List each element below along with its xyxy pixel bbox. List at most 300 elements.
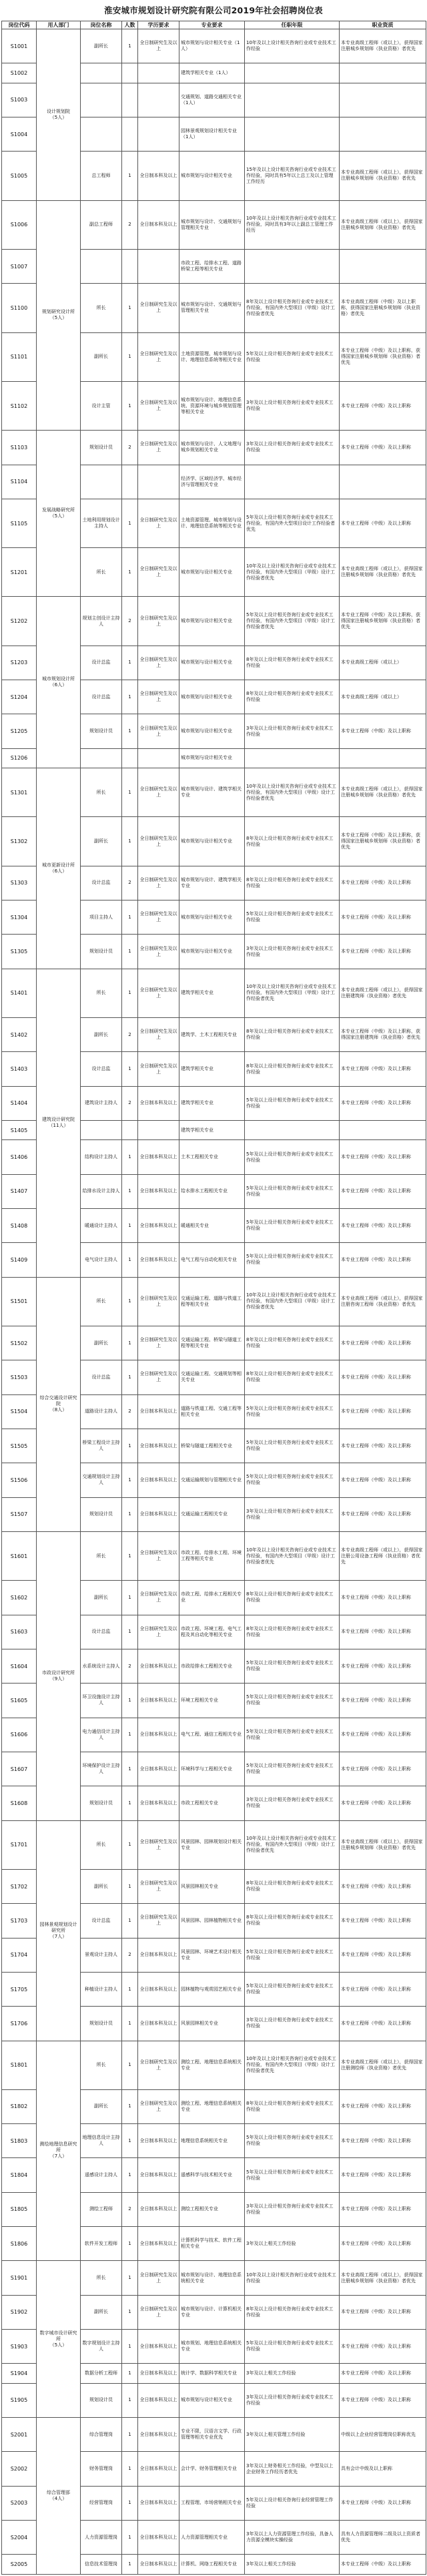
post-code-cell: S1301 [2, 768, 37, 817]
headcount-cell: 1 [122, 680, 138, 714]
experience-cell: 10年及以上设计相关咨询行业或专业技术工作经验，有国内外大型项目（甲级）设计工作经验者优先 [245, 768, 340, 817]
education-cell: 全日制研究生及以上 [138, 284, 179, 332]
job-title-cell: 所长 [81, 2261, 122, 2295]
qualification-cell: 本专业工程师（中级）及以上职称 [340, 1243, 426, 1277]
education-cell: 全日制本科及以上 [138, 2383, 179, 2417]
headcount-cell [122, 465, 138, 499]
experience-cell: 5年及以上设计相关咨询行业或专业技术工作经验，有国内外大型项目设计工作经验者优先 [245, 499, 340, 547]
major-cell: 地理信息系统相关专业 [179, 2124, 245, 2158]
post-code-cell: S1801 [2, 2041, 37, 2089]
post-code-cell: S2004 [2, 2521, 37, 2555]
education-cell: 全日制本科及以上 [138, 1649, 179, 1683]
post-code-cell: S2002 [2, 2452, 37, 2486]
department-cell: 综合管理部 （4人） [37, 2418, 81, 2575]
qualification-cell: 本专业高级工程师（或以上），获得国家注册城乡规划师（执业资格）者优先 [340, 768, 426, 817]
major-cell: 城市规划与设计相关专业 [179, 714, 245, 748]
post-code-cell: S1802 [2, 2089, 37, 2123]
qualification-cell: 本专业工程师（中级）及以上职称 [340, 1684, 426, 1718]
headcount-cell: 1 [122, 1820, 138, 1869]
experience-cell: 5年及以上设计相关咨询行业或专业技术工作经验，有国内外大型项目（甲级）设计工作经验者优先 [245, 597, 340, 646]
qualification-cell: 本专业工程师（中级）及以上职称 [340, 2383, 426, 2417]
experience-cell: 8年及以上设计相关咨询行业或专业技术工作经验 [245, 1904, 340, 1938]
headcount-cell: 1 [122, 935, 138, 969]
education-cell [138, 465, 179, 499]
headcount-cell: 1 [122, 2295, 138, 2329]
job-title-cell: 人力资源管理岗 [81, 2521, 122, 2555]
qualification-cell: 本专业高级工程师（或以上），获得国家注册城乡规划师（执业资格）者优先 [340, 29, 426, 63]
major-cell: 风景园林、环境艺术设计相关专业 [179, 1938, 245, 1972]
experience-cell [245, 249, 340, 283]
post-code-cell: S1205 [2, 714, 37, 748]
education-cell: 全日制研究生及以上 [138, 714, 179, 748]
department-cell: 市政设计研究所 （9人） [37, 1531, 81, 1820]
post-code-cell: S1504 [2, 1394, 37, 1429]
post-code-cell: S1706 [2, 2007, 37, 2041]
qualification-cell: 本专业工程师（中级）及以上职称 [340, 2295, 426, 2329]
experience-cell: 5年及以上设计相关咨询行业或专业技术工作经验 [245, 900, 340, 935]
qualification-cell: 本专业工程师（中级）及以上职称 [340, 1326, 426, 1360]
experience-cell: 10年及以上设计相关咨询行业或专业技术工作经验，有国内外大型项目（甲级）设计工作经验者优先 [245, 1820, 340, 1869]
qualification-cell: 本专业工程师（中级）及以上职称 [340, 1649, 426, 1683]
headcount-cell: 1 [122, 2452, 138, 2486]
job-title-cell: 电气设计主持人 [81, 1243, 122, 1277]
major-cell: 专业不限，汉语言文学、行政管理等相关专业优先 [179, 2418, 245, 2452]
post-code-cell: S1204 [2, 680, 37, 714]
post-code-cell: S1003 [2, 83, 37, 117]
post-code-cell: S1007 [2, 249, 37, 283]
experience-cell: 8年及以上设计相关咨询行业或专业技术工作经验 [245, 1869, 340, 1903]
job-title-cell [81, 117, 122, 151]
post-code-cell: S1607 [2, 1752, 37, 1786]
experience-cell: 3年及以上设计相关咨询行业或专业技术工作经验 [245, 714, 340, 748]
job-title-cell: 电力通信设计主持人 [81, 1718, 122, 1752]
headcount-cell: 1 [122, 2383, 138, 2417]
qualification-cell [340, 249, 426, 283]
education-cell: 全日制研究生及以上 [138, 1326, 179, 1360]
experience-cell: 3年及以上相关工作经验 [245, 2227, 340, 2261]
experience-cell: 3年及以上设计相关咨询行业或专业技术工作经验 [245, 2192, 340, 2226]
major-cell: 交通运输工程、道路与铁道工程等相关专业 [179, 1277, 245, 1326]
experience-cell [245, 1121, 340, 1140]
post-code-cell: S1501 [2, 1277, 37, 1326]
experience-cell: 5年及以上设计相关咨询行业经营管理工作经验 [245, 2486, 340, 2520]
qualification-cell: 本专业工程师（中级）及以上职称，获得国家注册城乡规划师（执业资格）者优先 [340, 817, 426, 866]
post-code-cell: S2005 [2, 2555, 37, 2575]
qualification-cell [340, 1121, 426, 1140]
job-title-cell: 建筑设计主持人 [81, 1086, 122, 1120]
education-cell: 全日制本科及以上 [138, 1086, 179, 1120]
qualification-cell: 本专业工程师（中级）及以上职称 [340, 1972, 426, 2006]
post-code-cell: S1202 [2, 597, 37, 646]
major-cell: 计算机科学与技术、软件工程相关专业 [179, 2227, 245, 2261]
major-cell: 城市规划与设计、建筑学相关专业 [179, 866, 245, 900]
qualification-cell: 本专业工程师（中级）及以上职称 [340, 1869, 426, 1903]
experience-cell: 3年及以上设计相关咨询行业或专业技术工作经验 [245, 1786, 340, 1820]
job-title-cell: 暖通设计主持人 [81, 1209, 122, 1243]
post-code-cell: S1302 [2, 817, 37, 866]
experience-cell: 10年及以上设计相关咨询行业或专业技术工作经验，有国内外大型项目（甲级）设计工作经验者优先 [245, 548, 340, 597]
qualification-cell: 本专业高级工程师（或以上） [340, 646, 426, 680]
experience-cell: 5年及以上设计相关咨询行业或专业技术工作经验 [245, 332, 340, 381]
qualification-cell: 本专业工程师（中级）及以上职称 [340, 381, 426, 430]
post-code-cell: S2001 [2, 2418, 37, 2452]
post-code-cell: S1206 [2, 748, 37, 768]
experience-cell: 5年及以上设计相关咨询行业或专业技术工作经验 [245, 1140, 340, 1174]
major-cell: 计算机、网络工程相关专业 [179, 2555, 245, 2575]
post-code-cell: S1506 [2, 1463, 37, 1497]
job-title-cell: 测绘工程师 [81, 2192, 122, 2226]
experience-cell: 5年及以上设计相关咨询行业或专业技术工作经验 [245, 1752, 340, 1786]
qualification-cell: 本专业工程师（中级）及以上职称 [340, 1752, 426, 1786]
education-cell: 全日制研究生及以上 [138, 2089, 179, 2123]
post-code-cell: S1409 [2, 1243, 37, 1277]
headcount-cell: 1 [122, 1463, 138, 1497]
job-title-cell: 副所长 [81, 29, 122, 63]
experience-cell: 8年及以上设计相关咨询行业或专业技术工作经验 [245, 646, 340, 680]
major-cell: 市政工程、给排水工程、环境工程等相关专业 [179, 1531, 245, 1580]
post-code-cell: S1407 [2, 1174, 37, 1208]
qualification-cell: 本专业高级工程师（或以上），获得国家注册建筑师（执业资格）者优先 [340, 969, 426, 1017]
headcount-cell: 1 [122, 2418, 138, 2452]
job-title-cell: 所长 [81, 1820, 122, 1869]
experience-cell: 5年及以上设计相关咨询行业或专业技术工作经验 [245, 1209, 340, 1243]
post-code-cell: S1404 [2, 1086, 37, 1120]
major-cell: 城市规划与设计相关专业 [179, 680, 245, 714]
major-cell: 交通运输工程、交通规划等相关专业 [179, 1360, 245, 1394]
experience-cell: 5年及以上设计相关咨询行业或专业技术工作经验 [245, 1938, 340, 1972]
experience-cell: 8年及以上设计相关咨询行业或专业技术工作经验 [245, 1615, 340, 1649]
job-title-cell: 规划设计员 [81, 2383, 122, 2417]
qualification-cell [340, 117, 426, 151]
job-title-cell [81, 1121, 122, 1140]
experience-cell: 8年及以上设计相关咨询行业或专业技术工作经验 [245, 2295, 340, 2329]
table-row [2, 2041, 426, 2089]
job-title-cell: 景观设计主持人 [81, 1938, 122, 1972]
headcount-cell: 1 [122, 1243, 138, 1277]
job-title-cell: 设计总监 [81, 680, 122, 714]
qualification-cell: 具有会计中级及以上职称 [340, 2452, 426, 2486]
job-title-cell: 设计总监 [81, 646, 122, 680]
education-cell: 全日制研究生及以上 [138, 1018, 179, 1052]
recruitment-table [1, 21, 426, 2575]
qualification-cell: 本专业工程师（中级）及以上职称 [340, 2227, 426, 2261]
major-cell: 建筑学、土木工程相关专业 [179, 1018, 245, 1052]
post-code-cell: S1304 [2, 900, 37, 935]
table-row [2, 969, 426, 1017]
major-cell: 城市规划与设计、交通规划与管理相关专业 [179, 284, 245, 332]
major-cell: 土木工程相关专业 [179, 1140, 245, 1174]
qualification-cell: 本专业工程师（中级）及以上职称 [340, 1052, 426, 1086]
header-job: 岗位名称 [81, 21, 122, 29]
qualification-cell: 本专业工程师（中级）及以上职称 [340, 2158, 426, 2192]
education-cell: 全日制本科及以上 [138, 1938, 179, 1972]
table-row [2, 29, 426, 63]
headcount-cell: 1 [122, 1052, 138, 1086]
experience-cell: 10年及以上设计相关咨询行业或专业技术工作经验，有国内外大型项目（甲级）设计工作经验者优先 [245, 1531, 340, 1580]
post-code-cell: S1905 [2, 2383, 37, 2417]
job-title-cell: 种植设计主持人 [81, 1972, 122, 2006]
qualification-cell: 本专业工程师（中级）及以上职称 [340, 1615, 426, 1649]
education-cell: 全日制研究生及以上 [138, 2261, 179, 2295]
major-cell: 经济学、区域经济学、城市经济与管理相关专业 [179, 465, 245, 499]
job-title-cell: 规划设计员 [81, 935, 122, 969]
post-code-cell: S1201 [2, 548, 37, 597]
headcount-cell: 1 [122, 768, 138, 817]
qualification-cell: 本专业工程师（中级）及以上职称 [340, 900, 426, 935]
major-cell: 测绘工程、地理信息系统相关专业 [179, 2089, 245, 2123]
experience-cell [245, 748, 340, 768]
job-title-cell: 数据分析工程师 [81, 2364, 122, 2383]
qualification-cell: 本专业工程师（中级）及以上职称 [340, 866, 426, 900]
education-cell: 全日制研究生及以上 [138, 597, 179, 646]
job-title-cell: 环卫设施设计主持人 [81, 1684, 122, 1718]
headcount-cell: 1 [122, 2007, 138, 2041]
headcount-cell: 1 [122, 2521, 138, 2555]
experience-cell: 8年及以上设计相关咨询行业或专业技术工作经验 [245, 817, 340, 866]
education-cell: 全日制研究生及以上 [138, 1869, 179, 1903]
department-cell: 建筑设计研究院 （11人） [37, 969, 81, 1277]
job-title-cell: 副所长 [81, 2295, 122, 2329]
headcount-cell: 2 [122, 597, 138, 646]
headcount-cell: 2 [122, 2192, 138, 2226]
headcount-cell: 1 [122, 714, 138, 748]
experience-cell: 5年及以上设计相关咨询行业或专业技术工作经验 [245, 1243, 340, 1277]
education-cell: 全日制本科及以上 [138, 2192, 179, 2226]
education-cell: 全日制研究生及以上 [138, 381, 179, 430]
job-title-cell [81, 83, 122, 117]
job-title-cell: 副所长 [81, 1581, 122, 1615]
headcount-cell: 1 [122, 29, 138, 63]
experience-cell: 8年及以上设计相关咨询行业或专业技术工作经验 [245, 866, 340, 900]
job-title-cell: 所长 [81, 1277, 122, 1326]
job-title-cell: 副所长 [81, 2089, 122, 2123]
job-title-cell: 所长 [81, 768, 122, 817]
education-cell: 全日制本科及以上 [138, 2364, 179, 2383]
education-cell: 全日制研究生及以上 [138, 1277, 179, 1326]
qualification-cell: 本专业工程师（中级）及以上职称 [340, 1209, 426, 1243]
post-code-cell: S1702 [2, 1869, 37, 1903]
major-cell: 园林植物与观赏园艺相关专业 [179, 1972, 245, 2006]
table-row [2, 1820, 426, 1869]
post-code-cell: S1104 [2, 465, 37, 499]
post-code-cell: S1405 [2, 1121, 37, 1140]
experience-cell: 3年及以上相关工作经验 [245, 2364, 340, 2383]
headcount-cell: 2 [122, 1938, 138, 1972]
education-cell: 全日制本科及以上 [138, 152, 179, 200]
header-count: 人数 [122, 21, 138, 29]
headcount-cell: 2 [122, 1649, 138, 1683]
major-cell: 建筑学相关专业 [179, 1121, 245, 1140]
post-code-cell: S1705 [2, 1972, 37, 2006]
department-cell: 发展战略研究所 （5人） [37, 431, 81, 597]
headcount-cell: 1 [122, 969, 138, 1017]
qualification-cell: 本专业工程师（中级）及以上职称 [340, 1581, 426, 1615]
education-cell: 全日制本科及以上 [138, 1786, 179, 1820]
job-title-cell: 副所长 [81, 1326, 122, 1360]
qualification-cell [340, 83, 426, 117]
experience-cell: 8年及以上设计相关咨询行业或专业技术工作经验 [245, 1326, 340, 1360]
experience-cell: 5年及以上设计相关咨询行业或专业技术工作经验 [245, 1649, 340, 1683]
job-title-cell [81, 748, 122, 768]
qualification-cell: 具有人力资源管理师二级及以上资质者优先 [340, 2521, 426, 2555]
job-title-cell: 桥梁工程设计主持人 [81, 1429, 122, 1463]
header-major: 专业要求 [179, 21, 245, 29]
post-code-cell: S1902 [2, 2295, 37, 2329]
table-row [2, 597, 426, 646]
table-row [2, 431, 426, 465]
headcount-cell: 1 [122, 332, 138, 381]
headcount-cell [122, 117, 138, 151]
job-title-cell: 所长 [81, 969, 122, 1017]
post-code-cell: S1608 [2, 1786, 37, 1820]
qualification-cell: 本专业工程师（中级）及以上职称 [340, 2486, 426, 2520]
education-cell: 全日制本科及以上 [138, 1684, 179, 1718]
education-cell: 全日制本科及以上 [138, 1209, 179, 1243]
headcount-cell [122, 63, 138, 83]
headcount-cell: 2 [122, 1018, 138, 1052]
qualification-cell: 本专业工程师（中级）及以上职称 [340, 2555, 426, 2575]
post-code-cell: S2003 [2, 2486, 37, 2520]
major-cell: 市政工程、给排水工程、道路桥梁工程等相关专业 [179, 249, 245, 283]
experience-cell: 5年及以上设计相关咨询行业或专业技术工作经验 [245, 1086, 340, 1120]
qualification-cell: 本专业高级工程师（或以上） [340, 680, 426, 714]
education-cell: 全日制研究生及以上 [138, 680, 179, 714]
post-code-cell: S1701 [2, 1820, 37, 1869]
headcount-cell: 1 [122, 1972, 138, 2006]
qualification-cell: 本专业工程师（中级）及以上职称 [340, 431, 426, 465]
major-cell: 给水排水工程相关专业 [179, 1174, 245, 1208]
education-cell: 全日制研究生及以上 [138, 969, 179, 1017]
headcount-cell: 1 [122, 2555, 138, 2575]
headcount-cell [122, 249, 138, 283]
major-cell: 环境科学与工程相关专业 [179, 1752, 245, 1786]
education-cell: 全日制本科及以上 [138, 2418, 179, 2452]
experience-cell: 10年及以上设计相关咨询行业或专业技术工作经验，有国内外大型项目（甲级）设计工作经验者优先 [245, 1277, 340, 1326]
job-title-cell: 地理信息设计主持人 [81, 2124, 122, 2158]
post-code-cell: S1805 [2, 2192, 37, 2226]
experience-cell: 8年及以上设计相关咨询行业或专业技术工作经验 [245, 1360, 340, 1394]
education-cell: 全日制研究生及以上 [138, 1581, 179, 1615]
qualification-cell: 本专业工程师（中级）及以上职称，获得国家注册建筑师（执业资格）者优先 [340, 1018, 426, 1052]
education-cell: 全日制本科及以上 [138, 1243, 179, 1277]
post-code-cell: S1100 [2, 284, 37, 332]
job-title-cell: 给排水设计主持人 [81, 1174, 122, 1208]
header-years: 任职年限 [245, 21, 340, 29]
education-cell: 全日制本科及以上 [138, 1752, 179, 1786]
job-title-cell: 土地利用规划设计主持人 [81, 499, 122, 547]
header-code: 岗位代码 [2, 21, 37, 29]
qualification-cell: 本专业工程师（中级）及以上职称 [340, 1904, 426, 1938]
job-title-cell: 数字规划设计主持人 [81, 2330, 122, 2364]
job-title-cell: 综合管理岗 [81, 2418, 122, 2452]
qualification-cell: 本专业工程师（中级）及以上职称 [340, 2364, 426, 2383]
post-code-cell: S1803 [2, 2124, 37, 2158]
page-title: 淮安城市规划设计研究院有限公司2019年社会招聘岗位表 [104, 5, 323, 15]
major-cell: 交通运输工程相关专业 [179, 1497, 245, 1531]
major-cell: 城市规划与设计相关专业 [179, 900, 245, 935]
major-cell: 工程管理、市场营销相关专业 [179, 2486, 245, 2520]
post-code-cell: S1006 [2, 200, 37, 249]
post-code-cell: S1406 [2, 1140, 37, 1174]
major-cell: 测绘工程、地理信息系统相关专业 [179, 2041, 245, 2089]
headcount-cell: 1 [122, 2227, 138, 2261]
major-cell: 建筑学相关专业 [179, 1086, 245, 1120]
education-cell: 全日制本科及以上 [138, 1972, 179, 2006]
major-cell: 城市规划与设计相关专业 [179, 748, 245, 768]
major-cell: 城市规划与设计、交通规划与管理相关专业 [179, 200, 245, 249]
major-cell: 风景园林、园林植物相关专业 [179, 1904, 245, 1938]
experience-cell: 5年及以上设计相关咨询行业或专业技术工作经验 [245, 2158, 340, 2192]
post-code-cell: S1806 [2, 2227, 37, 2261]
headcount-cell [122, 83, 138, 117]
major-cell: 桥梁与隧道工程相关专业 [179, 1429, 245, 1463]
experience-cell [245, 83, 340, 117]
qualification-cell [340, 748, 426, 768]
major-cell: 城市规划与设计、人文地理与城乡规划相关专业 [179, 431, 245, 465]
post-code-cell: S1203 [2, 646, 37, 680]
job-title-cell [81, 249, 122, 283]
header-edu: 学历要求 [138, 21, 179, 29]
education-cell: 全日制研究生及以上 [138, 900, 179, 935]
education-cell: 全日制本科及以上 [138, 1140, 179, 1174]
department-cell: 城市规划设计所 （6人） [37, 597, 81, 768]
education-cell: 全日制本科及以上 [138, 2452, 179, 2486]
experience-cell: 10年及以上设计相关咨询行业或专业技术工作经验，有国内外大型项目（甲级）设计工作经验者优先 [245, 969, 340, 1017]
post-code-cell: S1101 [2, 332, 37, 381]
experience-cell: 8年及以上设计相关咨询行业或专业技术工作经验 [245, 1581, 340, 1615]
major-cell: 城市规划与设计、建筑学相关专业 [179, 768, 245, 817]
post-code-cell: S1102 [2, 381, 37, 430]
qualification-cell: 本专业高级工程师（或以上），获得国家注册咨询工程师（执业资格）者优先 [340, 1277, 426, 1326]
job-title-cell: 副所长 [81, 817, 122, 866]
major-cell: 城市规划与设计、计算机相关专业 [179, 2295, 245, 2329]
post-code-cell: S1505 [2, 1429, 37, 1463]
qualification-cell: 本专业工程师（中级）及以上职称 [340, 1394, 426, 1429]
post-code-cell: S1103 [2, 431, 37, 465]
job-title-cell: 规划设计员 [81, 431, 122, 465]
qualification-cell: 本专业工程师（中级）及以上职称 [340, 1086, 426, 1120]
job-title-cell: 副所长 [81, 1018, 122, 1052]
education-cell: 全日制本科及以上 [138, 2007, 179, 2041]
post-code-cell: S1002 [2, 63, 37, 83]
headcount-cell [122, 748, 138, 768]
qualification-cell: 本专业工程师（中级）及以上职称 [340, 2192, 426, 2226]
job-title-cell: 设计主管 [81, 381, 122, 430]
post-code-cell: S1605 [2, 1684, 37, 1718]
major-cell: 遥感科学与技术相关专业 [179, 2158, 245, 2192]
major-cell: 环境工程相关专业 [179, 1684, 245, 1718]
education-cell: 全日制本科及以上 [138, 1429, 179, 1463]
headcount-cell: 1 [122, 2089, 138, 2123]
major-cell: 交通运输规划与管理相关专业 [179, 1463, 245, 1497]
job-title-cell: 副所长 [81, 1869, 122, 1903]
job-title-cell: 设计总监 [81, 1052, 122, 1086]
department-cell: 测绘地理信息研究所 （7人） [37, 2041, 81, 2261]
major-cell: 土地资源管理、城市规划与设计、地理信息系统等相关专业 [179, 499, 245, 547]
headcount-cell: 1 [122, 1581, 138, 1615]
headcount-cell: 1 [122, 2261, 138, 2295]
headcount-cell: 1 [122, 1360, 138, 1394]
post-code-cell: S1703 [2, 1904, 37, 1938]
department-cell: 园林景观规划设计研究所 （7人） [37, 1820, 81, 2041]
headcount-cell: 1 [122, 2330, 138, 2364]
job-title-cell: 项目主持人 [81, 900, 122, 935]
header-dept: 用人部门 [37, 21, 81, 29]
education-cell: 全日制本科及以上 [138, 2330, 179, 2364]
post-code-cell: S1604 [2, 1649, 37, 1683]
job-title-cell [81, 465, 122, 499]
education-cell: 全日制本科及以上 [138, 200, 179, 249]
